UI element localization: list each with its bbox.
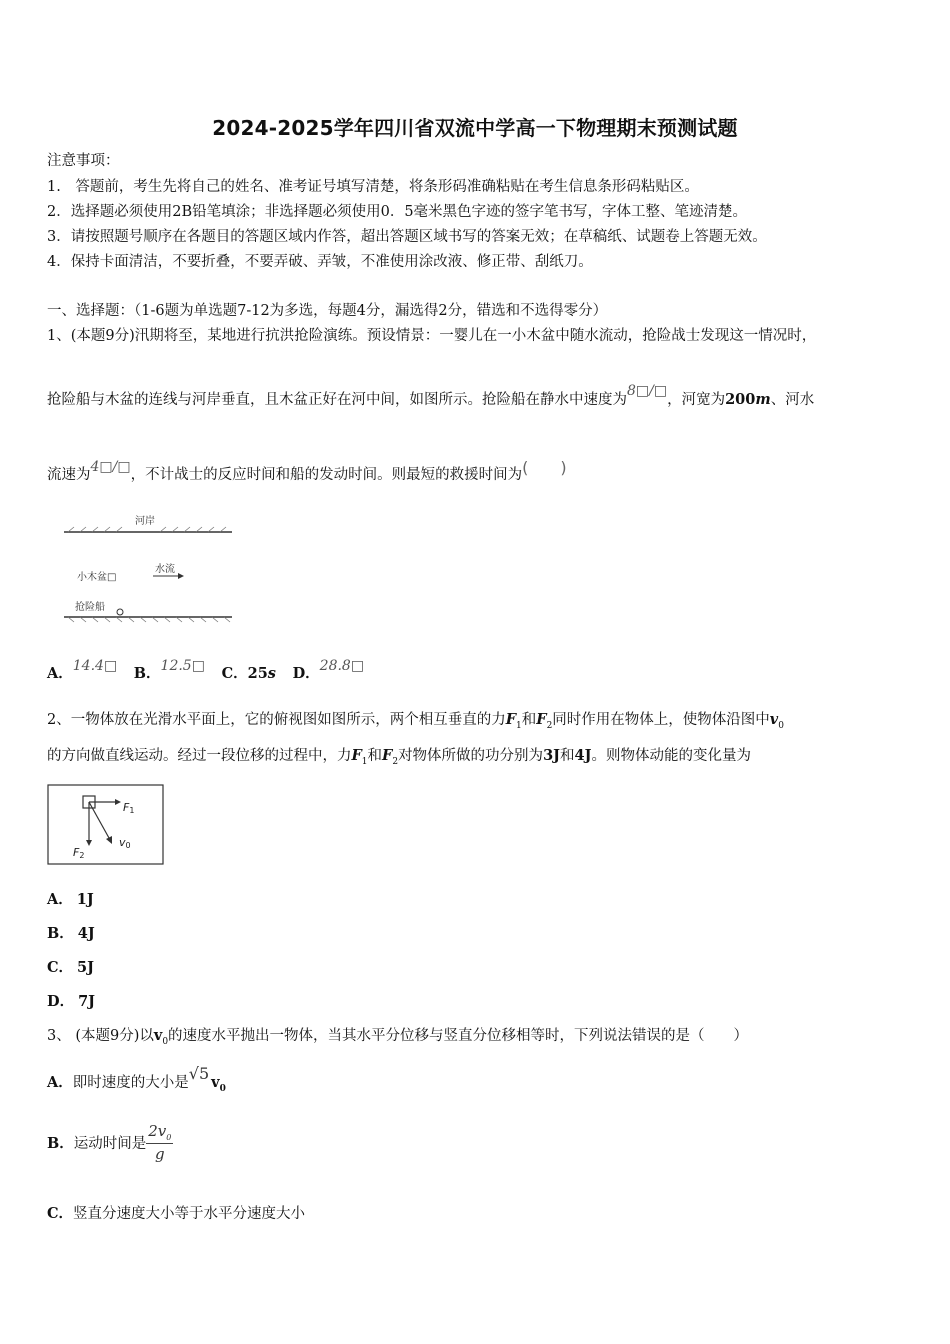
notice-item-1: 1. 答题前，考生先将自己的姓名、准考证号填写清楚，将条形码准确粘贴在考生信息条形码粘贴区。: [47, 179, 699, 195]
page-title: 2024-2025学年四川省双流中学高一下物理期末预测试题: [212, 116, 738, 140]
v0-label: v0: [119, 836, 131, 850]
q2-force-diagram: [47, 784, 165, 866]
f1-arrowhead: [115, 799, 121, 805]
q3-option-b[interactable]: B．运动时间是 $\frac{2v_0}{g}$: [47, 1122, 172, 1163]
q1-line2-a: 抢险船与木盆的连线与河岸垂直，且木盆正好在河中间，如图所示。抢险船在静水中速度为: [47, 392, 627, 408]
notice-item-4: 4．保持卡面清洁，不要折叠，不要弄破、弄皱，不准使用涂改液、修正带、刮纸刀。: [47, 254, 593, 270]
f2-arrowhead: [86, 840, 92, 846]
boat-marker: [117, 609, 123, 615]
q1-width-unit: m: [755, 391, 771, 408]
diagram-frame: [48, 785, 163, 864]
q1-boat-speed: 8□/□: [627, 383, 668, 399]
sqrt5: √5: [188, 1064, 210, 1083]
f1-label: F1: [123, 801, 135, 815]
boat-label: 抢险船: [75, 602, 105, 613]
q1-width-value: 200: [725, 391, 756, 408]
q1-line1: 1、(本题9分)汛期将至，某地进行抗洪抢险演练。预设情景：一婴儿在一小木盆中随水流动，抢险战士发现这一情况时，: [47, 328, 817, 344]
q3-option-a[interactable]: A．即时速度的大小是√5 $v_0$: [47, 1064, 226, 1094]
q2-option-c[interactable]: C． 5J: [47, 959, 94, 976]
q1-line2: [47, 383, 815, 410]
q1-line2-b: ，河宽为: [667, 392, 726, 408]
basin-label: 小木盆□: [77, 572, 117, 583]
q1-line3-b: ，不计战士的反应时间和船的发动时间。则最短的救援时间为: [130, 467, 523, 483]
q2-line2: 的方向做直线运动。经过一段位移的过程中，力$F_1$和$F_2$对物体所做的功分别为3J和4J。则物体动能的变化量为: [47, 747, 751, 767]
q1-water-speed: 4□/□: [90, 459, 131, 475]
q3-stem: 3、 (本题9分)以$v_0$的速度水平抛出一物体，当其水平分位移与竖直分位移相等时，下列说法错误的是（ ）: [47, 1027, 749, 1047]
q2-option-d[interactable]: D． 7J: [47, 993, 96, 1010]
q1-option-c[interactable]: C．25s: [221, 665, 276, 682]
v0-arrow: [89, 802, 109, 838]
q1-river-diagram: [60, 510, 240, 625]
q1-option-b[interactable]: B．12.5□: [133, 658, 205, 682]
q1-line3-a: 流速为: [47, 467, 91, 483]
notice-item-3: 3．请按照题号顺序在各题目的答题区域内作答，超出答题区域书写的答案无效；在草稿纸、试题卷上答题无效。: [47, 229, 767, 245]
flow-arrowhead: [178, 573, 184, 579]
q1-line2-c: 、河水: [770, 392, 815, 408]
q1-answer-blank: ( ): [522, 458, 567, 477]
q3-option-c[interactable]: C．竖直分速度大小等于水平分速度大小: [47, 1205, 306, 1222]
q1-line3: [47, 458, 567, 485]
f2-label: F2: [73, 846, 85, 860]
notice-heading: 注意事项：: [47, 153, 120, 169]
fraction-2v0-over-g: $\frac{2v_0}{g}$: [148, 1122, 172, 1163]
notice-item-2: 2．选择题必须使用2B铅笔填涂；非选择题必须使用0．5毫米黑色字迹的签字笔书写，字体工整、笔迹清楚。: [47, 204, 748, 220]
q1-option-a[interactable]: A．14.4□: [47, 658, 118, 682]
river-bank-label: 河岸: [135, 516, 155, 527]
q2-option-a[interactable]: A． 1J: [47, 891, 94, 908]
q2-option-b[interactable]: B． 4J: [47, 925, 95, 942]
flow-label: 水流: [155, 564, 175, 575]
q1-option-d[interactable]: D．28.8□: [292, 658, 365, 682]
section-header: 一、选择题：（1-6题为单选题7-12为多选，每题4分，漏选得2分，错选和不选得零分）: [47, 303, 608, 319]
q1-options: [47, 658, 376, 683]
q2-line1: 2、一物体放在光滑水平面上，它的俯视图如图所示，两个相互垂直的力$F_1$和$F_2$同时作用在物体上，使物体沿图中$v_0$: [47, 711, 784, 731]
